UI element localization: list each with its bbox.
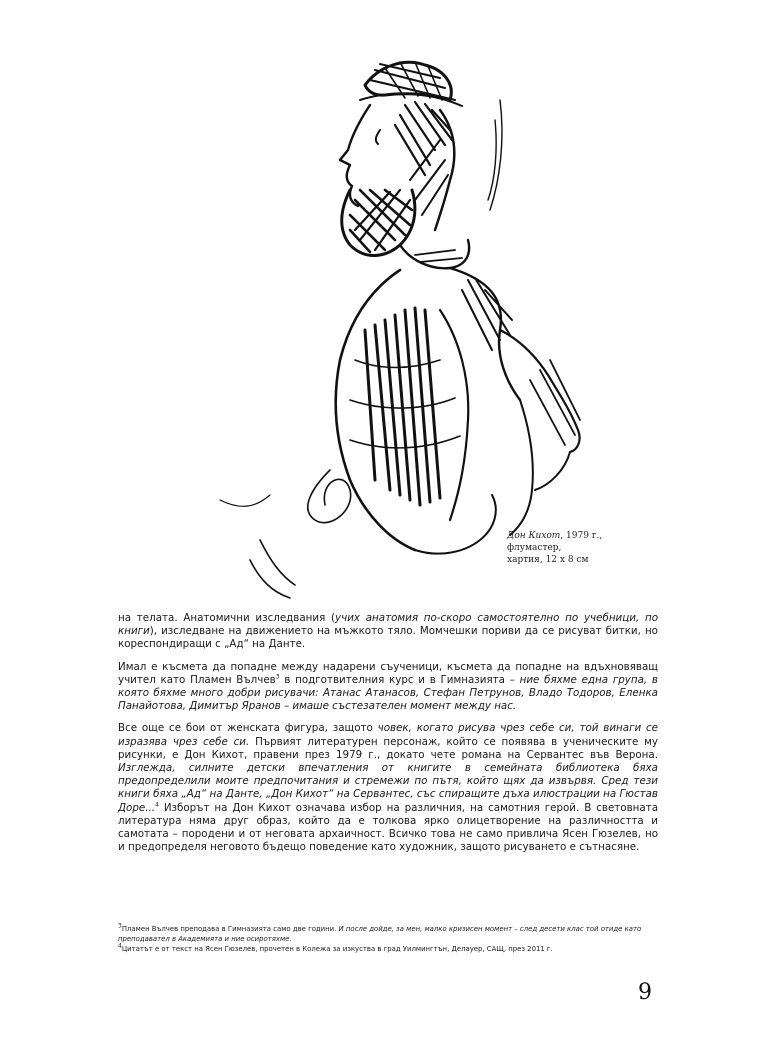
p3-text-d: Изглежда, силните детски впечатления от книгите в семейната библиотека бяха предопределили моите предпочитания и стремежи по пътя, който щях да извървя. Сред тези книги бяха „Ад“ на Данте, „Дон Кихот“ на Сервантес, със спиращите дъха илюстрации на Гюстав Доре... [118, 762, 658, 814]
body-text [118, 612, 658, 863]
don-quixote-sketch [200, 40, 603, 600]
p1-text-b: учих анатомия по-скоро самостоятелно по учебници, по книги [118, 612, 658, 638]
footnote-3-number: 3 [118, 922, 122, 930]
p3-text-b: човек, когато рисува чрез себе си, той винаги се изразява чрез себе си. [118, 722, 658, 748]
footnote-ref-3: 3 [275, 673, 280, 681]
p1-text-c: ), изследване на движението на мъжкото тяло. Момчешки пориви да се рисуват битки, но кореспондиращи с „Ад“ на Данте. [118, 625, 658, 651]
p3-text-a: Все още се бои от женската фигура, защото [118, 722, 378, 735]
caption-details-2: хартия, 12 х 8 см [507, 555, 589, 565]
footnote-3 [118, 924, 658, 944]
footnote-3-text-b: И после дойде, за мен, малко кризисен момент – след десети клас той отиде като преподавател в Академията и ние осиротяхме. [118, 925, 642, 943]
paragraph-2 [118, 661, 658, 714]
p2-text-c: ние бяхме една група, в която бяхме много добри рисувачи: Атанас Атанасов, Стефан Петрунов, Владо Тодоров, Еленка Панайотова, Димитър Яранов – имаше състезателен момент между нас. [118, 673, 659, 713]
caption-details-1: , 1979 г., флумастер, [507, 531, 603, 553]
footnote-ref-4: 4 [155, 801, 159, 809]
footnote-4 [118, 944, 658, 954]
page-number: 9 [638, 980, 652, 1005]
p1-text-a: на телата. Анатомични изследвания ( [118, 612, 336, 624]
caption-title: Дон Кихот [507, 531, 561, 541]
footnote-3-text-a: Пламен Вълчев преподава в Гимназията само две години. [121, 925, 339, 933]
p2-text-b: в подготвителния курс и в Гимназията – [279, 673, 520, 686]
footnote-4-number: 4 [118, 942, 122, 950]
footnote-4-text: Цитатът е от текст на Ясен Гюзелев, прочетен в Колежа за изкуства в град Уилмингтън, Делауер, САЩ, през 2011 г. [121, 945, 553, 953]
p3-text-c: Първият литературен персонаж, който се появява в ученическите му рисунки, е Дон Кихот, правени през 1979 г., докато чете романа на Сервантес във Верона. [118, 735, 658, 761]
paragraph-1 [118, 612, 658, 652]
paragraph-3 [118, 722, 658, 854]
footnotes [118, 924, 658, 954]
p2-text-a: Имал е късмета да попадне между надарени съученици, късмета да попадне на вдъхновяващ учител като Пламен Вълчев [118, 660, 658, 686]
figure-caption [507, 530, 657, 566]
p3-text-e: Изборът на Дон Кихот означава избор на различния, на самотния герой. В световната литература няма друг образ, който да е толкова ярко олицетворение на различността и самотата – породени и от неговата архаичност. Всичко това не само привлича Ясен Гюзелев, но и предопределя неговото бъдещо поведение като художник, защото рисуването е сътнасяне. [118, 801, 658, 854]
